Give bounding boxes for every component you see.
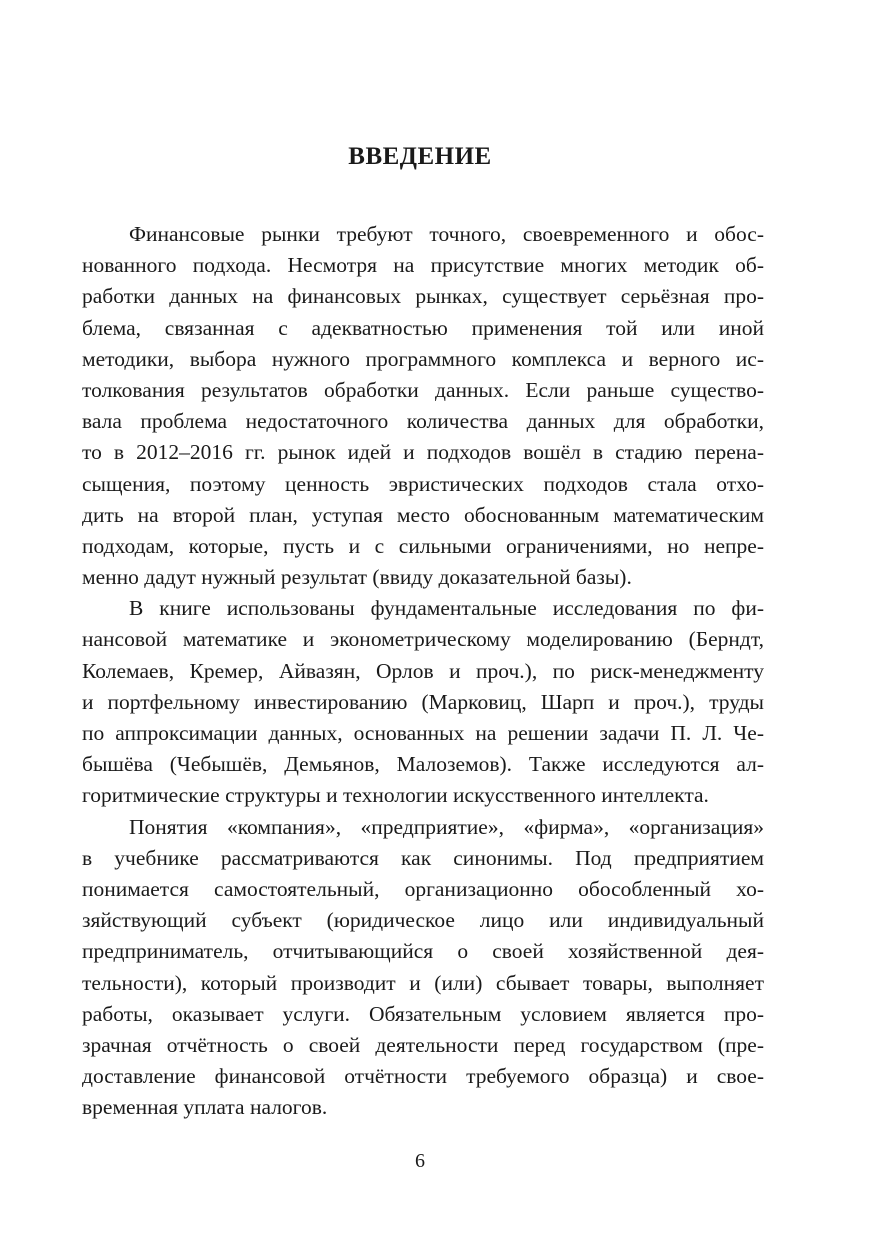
text-line: зяйствующий субъект (юридическое лицо или индивидуальный bbox=[82, 908, 764, 933]
text-line: тельности), который производит и (или) сбывает товары, выполняет bbox=[82, 970, 764, 995]
body-text bbox=[82, 219, 764, 1123]
text-line: дить на второй план, уступая место обоснованным математическим bbox=[82, 502, 764, 527]
text-line: Колемаев, Кремер, Айвазян, Орлов и проч.), по риск-менеджменту bbox=[82, 658, 764, 683]
text-line: менно дадут нужный результат (ввиду доказательной базы). bbox=[82, 565, 632, 590]
text-line: методики, выбора нужного программного комплекса и верного ис- bbox=[82, 346, 764, 371]
text-line: блема, связанная с адекватностью применения той или иной bbox=[82, 315, 764, 340]
text-line: понимается самостоятельный, организационно обособленный хо- bbox=[82, 876, 764, 901]
text-line: Финансовые рынки требуют точного, своевременного и обос- bbox=[129, 222, 764, 246]
text-line: бышёва (Чебышёв, Демьянов, Малоземов). Также исследуются ал- bbox=[82, 752, 764, 777]
text-line: нованного подхода. Несмотря на присутствие многих методик об- bbox=[82, 253, 764, 278]
text-line: работы, оказывает услуги. Обязательным условием является про- bbox=[82, 1001, 764, 1026]
text-line: работки данных на финансовых рынках, существует серьёзная про- bbox=[82, 284, 764, 309]
page-number: 6 bbox=[415, 1150, 425, 1172]
text-line: вала проблема недостаточного количества данных для обработки, bbox=[82, 409, 764, 434]
text-line: нансовой математике и эконометрическому моделированию (Берндт, bbox=[82, 627, 764, 652]
text-line: толкования результатов обработки данных. Если раньше существо- bbox=[82, 377, 764, 402]
text-line: горитмические структуры и технологии искусственного интеллекта. bbox=[82, 783, 709, 808]
text-line: предприниматель, отчитывающийся о своей хозяйственной дея- bbox=[82, 939, 764, 964]
text-line: то в 2012–2016 гг. рынок идей и подходов вошёл в стадию перена- bbox=[82, 440, 764, 465]
text-line: в учебнике рассматриваются как синонимы. Под предприятием bbox=[82, 845, 764, 870]
text-line: зрачная отчётность о своей деятельности перед государством (пре- bbox=[82, 1032, 764, 1057]
text-line: В книге использованы фундаментальные исследования по фи- bbox=[129, 596, 764, 621]
paragraph bbox=[82, 812, 764, 1124]
paragraph bbox=[82, 219, 764, 593]
text-line: и портфельному инвестированию (Марковиц, Шарп и проч.), труды bbox=[82, 689, 764, 714]
paragraph bbox=[82, 593, 764, 811]
text-line: сыщения, поэтому ценность эвристических подходов стала отхо- bbox=[82, 471, 764, 496]
text-line: по аппроксимации данных, основанных на решении задачи П. Л. Че- bbox=[82, 721, 764, 745]
text-line: доставление финансовой отчётности требуемого образца) и свое- bbox=[82, 1064, 764, 1089]
text-line: временная уплата налогов. bbox=[82, 1095, 328, 1120]
chapter-heading: ВВЕДЕНИЕ bbox=[348, 143, 492, 170]
text-line: Понятия «компания», «предприятие», «фирма», «организация» bbox=[129, 814, 764, 839]
text-line: подходам, которые, пусть и с сильными ограничениями, но непре- bbox=[82, 533, 764, 558]
